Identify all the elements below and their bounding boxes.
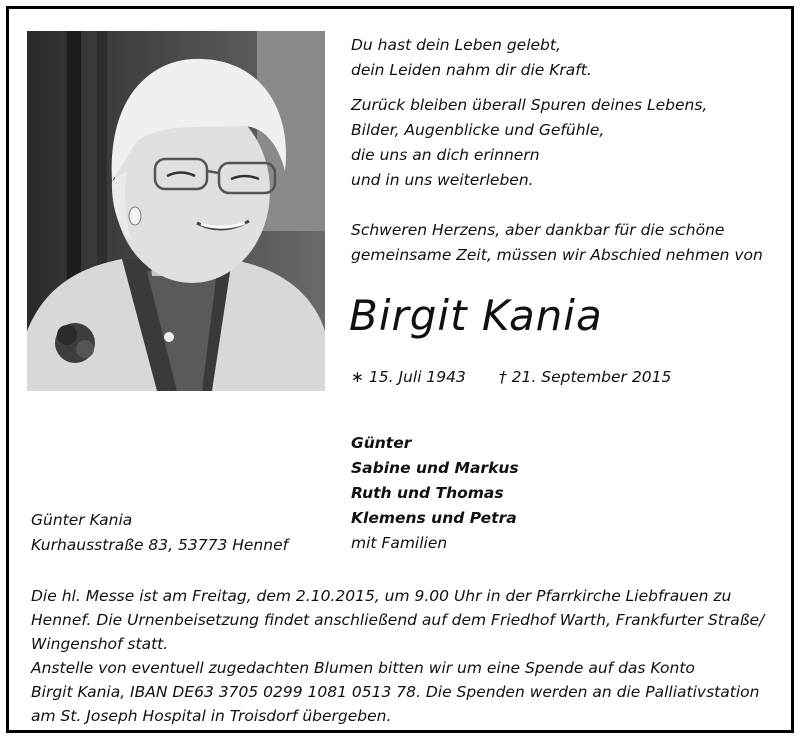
poem-stanza-2 [351, 93, 781, 193]
life-dates [351, 368, 672, 386]
address-name: Günter Kania [31, 511, 133, 529]
poem-line: dein Leiden nahm dir die Kraft. [351, 61, 592, 79]
info-line: Die hl. Messe ist am Freitag, dem 2.10.2015, um 9.00 Uhr in der Pfarrkirche Liebfrauen zu [31, 587, 732, 605]
family-list [351, 431, 519, 556]
birth-date: ∗ 15. Juli 1943 [351, 368, 466, 386]
poem-line: Bilder, Augenblicke und Gefühle, [351, 121, 605, 139]
family-suffix: mit Familien [351, 534, 448, 552]
info-line: am St. Joseph Hospital in Troisdorf übergeben. [31, 707, 392, 725]
poem-stanza-1 [351, 33, 781, 83]
portrait-photo [27, 31, 325, 391]
mourner-address [31, 508, 288, 558]
info-line: Anstelle von eventuell zugedachten Blumen bitten wir um eine Spende auf das Konto [31, 659, 695, 677]
portrait-photo-icon [27, 31, 325, 391]
poem-line: Zurück bleiben überall Spuren deines Lebens, [351, 96, 708, 114]
family-member: Ruth und Thomas [351, 484, 504, 502]
address-street: Kurhausstraße 83, 53773 Hennef [31, 536, 289, 554]
poem [351, 33, 781, 203]
deceased-name: Birgit Kania [349, 291, 603, 340]
info-line: Birgit Kania, IBAN DE63 3705 0299 1081 0513 78. Die Spenden werden an die Palliativstation [31, 683, 760, 701]
poem-line: Du hast dein Leben gelebt, [351, 36, 561, 54]
info-line: Wingenshof statt. [31, 635, 169, 653]
intro-line: gemeinsame Zeit, müssen wir Abschied nehmen von [351, 246, 763, 264]
info-line: Hennef. Die Urnenbeisetzung findet anschließend auf dem Friedhof Warth, Frankfurter Straße/ [31, 611, 765, 629]
family-member: Günter [351, 434, 412, 452]
family-member: Klemens und Petra [351, 509, 517, 527]
funeral-info [31, 584, 781, 728]
poem-line: die uns an dich erinnern [351, 146, 540, 164]
obituary-notice [6, 6, 794, 733]
poem-line: und in uns weiterleben. [351, 171, 534, 189]
intro-text [351, 218, 791, 268]
intro-line: Schweren Herzens, aber dankbar für die schöne [351, 221, 725, 239]
death-date: † 21. September 2015 [499, 368, 672, 386]
family-member: Sabine und Markus [351, 459, 519, 477]
